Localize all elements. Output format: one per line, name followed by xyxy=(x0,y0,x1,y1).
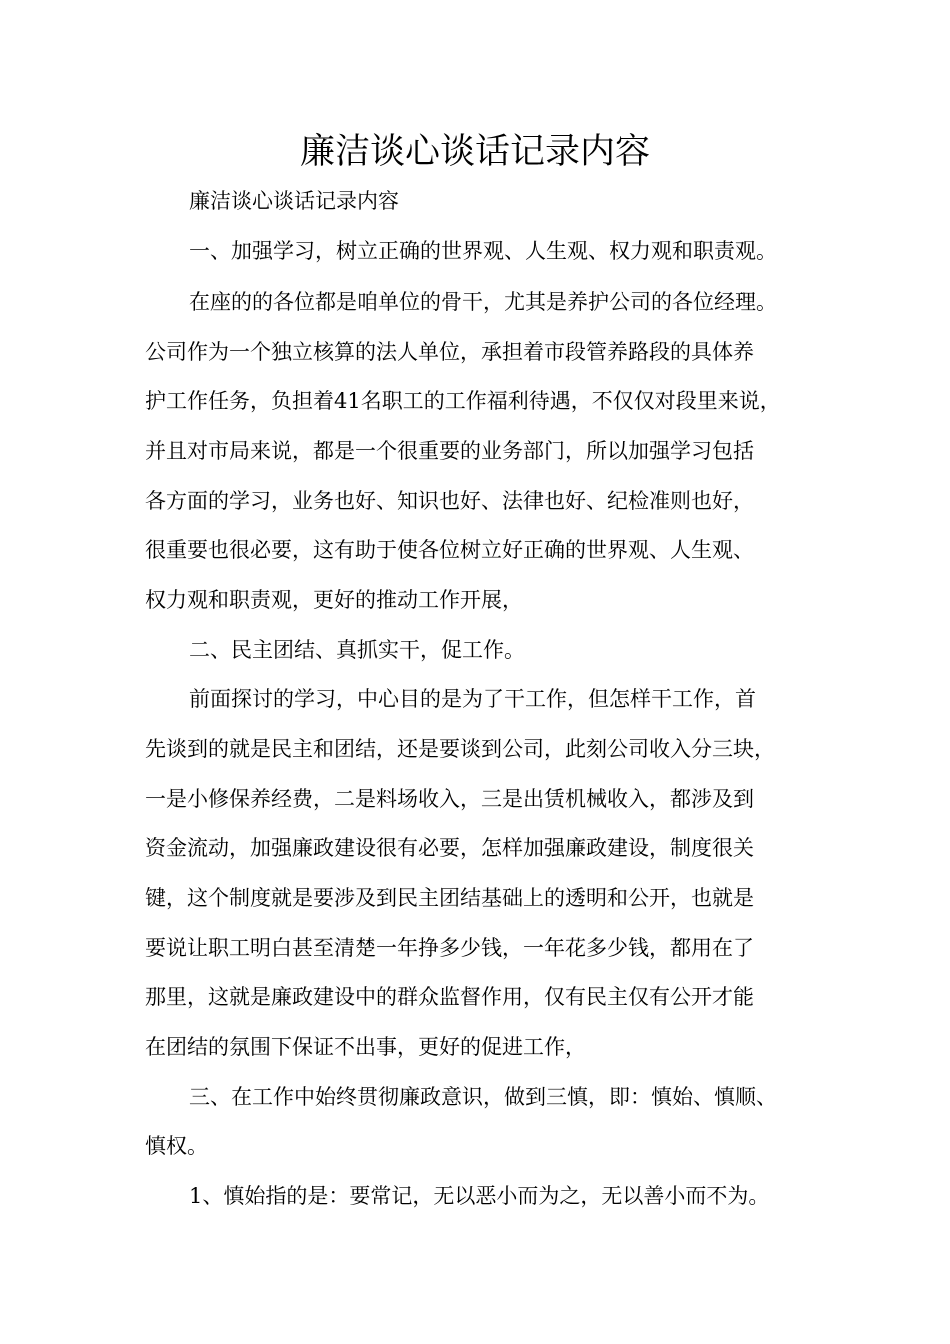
paragraph-line: 很重要也很必要，这有助于使各位树立好正确的世界观、人生观、 xyxy=(145,538,754,562)
paragraph-line: 先谈到的就是民主和团结，还是要谈到公司，此刻公司收入分三块， xyxy=(145,737,775,761)
paragraph-line: 二、民主团结、真抓实干，促工作。 xyxy=(189,638,525,662)
paragraph-line: 慎权。 xyxy=(145,1134,208,1158)
paragraph-line: 资金流动，加强廉政建设很有必要，怎样加强廉政建设，制度很关 xyxy=(145,836,754,860)
paragraph-line: 公司作为一个独立核算的法人单位，承担着市段管养路段的具体养 xyxy=(145,340,754,364)
paragraph-line: 键，这个制度就是要涉及到民主团结基础上的透明和公开，也就是 xyxy=(145,886,754,910)
document-title: 廉洁谈心谈话记录内容 xyxy=(299,132,650,172)
paragraph-line: 前面探讨的学习，中心目的是为了干工作，但怎样干工作，首 xyxy=(189,687,756,711)
paragraph-line: 廉洁谈心谈话记录内容 xyxy=(189,189,399,213)
paragraph-line: 各方面的学习，业务也好、知识也好、法律也好、纪检准则也好， xyxy=(145,489,754,513)
paragraph-line: 要说让职工明白甚至清楚一年挣多少钱，一年花多少钱，都用在了 xyxy=(145,936,754,960)
paragraph-line: 那里，这就是廉政建设中的群众监督作用，仅有民主仅有公开才能 xyxy=(145,985,754,1009)
paragraph-line: 一是小修保养经费，二是料场收入，三是出赁机械收入，都涉及到 xyxy=(145,787,754,811)
paragraph-line: 并且对市局来说，都是一个很重要的业务部门，所以加强学习包括 xyxy=(145,439,754,463)
paragraph-line: 权力观和职责观，更好的推动工作开展， xyxy=(145,588,523,612)
paragraph-line: 1、慎始指的是：要常记，无以恶小而为之，无以善小而不为。 xyxy=(189,1184,770,1208)
paragraph-line: 一、加强学习，树立正确的世界观、人生观、权力观和职责观。 xyxy=(189,239,777,263)
paragraph-line: 护工作任务，负担着41名职工的工作福利待遇，不仅仅对段里来说， xyxy=(145,389,781,413)
paragraph-line: 在团结的氛围下保证不出事，更好的促进工作， xyxy=(145,1035,586,1059)
paragraph-line: 在座的的各位都是咱单位的骨干，尤其是养护公司的各位经理。 xyxy=(189,290,777,314)
paragraph-line: 三、在工作中始终贯彻廉政意识，做到三慎，即：慎始、慎顺、 xyxy=(189,1085,777,1109)
